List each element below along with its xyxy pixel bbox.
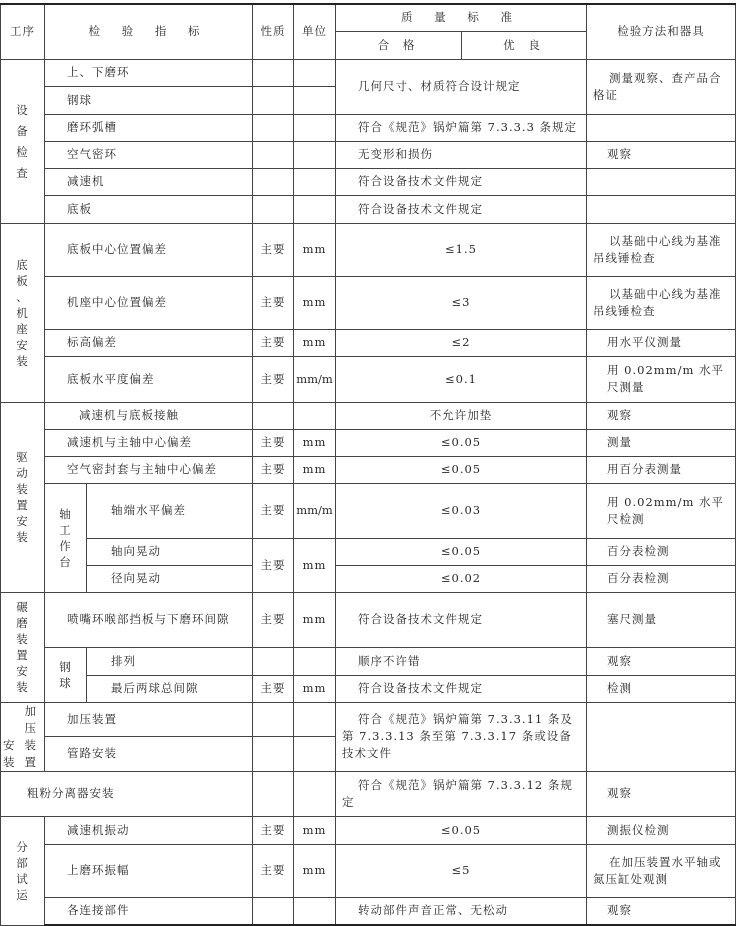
method-cell: 观察	[587, 647, 736, 675]
item-cell: 标高偏差	[45, 329, 253, 356]
standard-cell: ≤0.1	[336, 356, 587, 402]
header-method: 检验方法和器具	[587, 4, 736, 59]
item-cell: 管路安装	[45, 737, 253, 772]
method-cell: 用百分表测量	[587, 456, 736, 483]
pressure-label-right: 加压	[24, 703, 42, 735]
standard-cell: 符合《规范》锅炉篇第 7.3.3.12 条规定	[336, 771, 587, 816]
item-cell: 加压装置	[45, 702, 253, 737]
standard-cell: ≤0.05	[336, 816, 587, 844]
method-cell: 以基础中心线为基准吊线锤检查	[587, 223, 736, 276]
unit-cell: mm	[294, 592, 336, 647]
table-row	[1, 402, 736, 429]
table-row	[1, 429, 736, 456]
unit-cell: mm	[294, 816, 336, 844]
item-cell: 上磨环振幅	[45, 844, 253, 897]
table-row	[1, 456, 736, 483]
standard-cell: ≤5	[336, 844, 587, 897]
nature-cell: 主要	[253, 429, 294, 456]
standard-cell: ≤3	[336, 276, 587, 329]
group-steel-ball: 钢 球	[45, 647, 87, 702]
item-cell: 轴向晃动	[87, 538, 253, 565]
nature-cell: 主要	[253, 592, 294, 647]
method-cell: 在加压装置水平轴或氮压缸处观测	[587, 844, 736, 897]
item-cell: 减速机振动	[45, 816, 253, 844]
method-cell: 观察	[587, 141, 736, 168]
method-cell: 检测	[587, 675, 736, 702]
table-row	[1, 702, 736, 737]
nature-cell: 主要	[253, 538, 294, 592]
nature-cell: 主要	[253, 223, 294, 276]
nature-cell: 主要	[253, 329, 294, 356]
header-unit: 单位	[294, 4, 336, 59]
header-row	[1, 4, 736, 31]
method-cell: 测振仪检测	[587, 816, 736, 844]
unit-cell: mm	[294, 844, 336, 897]
item-cell: 最后两球总间隙	[87, 675, 253, 702]
table-row	[1, 483, 736, 538]
section-drive-install: 驱 动 装 置 安 装	[1, 402, 45, 592]
item-cell: 底板中心位置偏差	[45, 223, 253, 276]
method-cell: 百分表检测	[587, 565, 736, 592]
method-cell: 观察	[587, 771, 736, 816]
method-cell: 用 0.02mm/m 水平尺测量	[587, 356, 736, 402]
item-cell: 粗粉分离器安装	[1, 771, 253, 816]
table-row	[1, 771, 736, 816]
item-cell: 机座中心位置偏差	[45, 276, 253, 329]
table-row	[1, 592, 736, 647]
standard-cell: 符合设备技术文件规定	[336, 592, 587, 647]
header-nature: 性质	[253, 4, 294, 59]
unit-cell: mm	[294, 675, 336, 702]
section-grinding-install: 碾 磨 装 置 安 装	[1, 592, 45, 702]
item-cell: 喷嘴环喉部挡板与下磨环间隙	[45, 592, 253, 647]
section-pressure-install	[1, 702, 45, 771]
item-cell: 空气密环	[45, 141, 253, 168]
inspection-table	[0, 3, 736, 926]
standard-cell: 符合设备技术文件规定	[336, 675, 587, 702]
standard-cell: ≤0.05	[336, 538, 587, 565]
header-indicator: 检 验 指 标	[45, 4, 253, 59]
unit-cell: mm	[294, 538, 336, 592]
table-row	[1, 276, 736, 329]
unit-cell: mm	[294, 329, 336, 356]
table-row	[1, 168, 736, 195]
header-quality-standard: 质 量 标 准	[336, 4, 587, 31]
table-row	[1, 141, 736, 168]
section-trial-run: 分 部 试 运	[1, 816, 45, 925]
standard-cell: 符合《规范》锅炉篇第 7.3.3.3 条规定	[336, 114, 587, 141]
method-cell: 测量观察、查产品合格证	[587, 59, 736, 114]
method-cell: 塞尺测量	[587, 592, 736, 647]
item-cell: 各连接部件	[45, 897, 253, 925]
header-qualified: 合 格	[336, 31, 462, 59]
standard-cell: 不允许加垫	[336, 402, 587, 429]
unit-cell: mm	[294, 276, 336, 329]
method-cell: 观察	[587, 402, 736, 429]
table-row	[1, 816, 736, 844]
header-process: 工序	[1, 4, 45, 59]
section-equipment-check: 设 备 检 查	[1, 59, 45, 223]
table-row	[1, 897, 736, 925]
table-row	[1, 647, 736, 675]
table-row	[1, 223, 736, 276]
item-cell: 减速机与底板接触	[45, 402, 253, 429]
pressure-label-left: 安装	[3, 737, 21, 769]
standard-cell: 符合《规范》锅炉篇第 7.3.3.11 条及第 7.3.3.13 条至第 7.3.3.17 条或设备技术文件	[336, 702, 587, 771]
item-cell: 轴端水平偏差	[87, 483, 253, 538]
standard-cell: ≤0.02	[336, 565, 587, 592]
unit-cell: mm	[294, 456, 336, 483]
table-row	[1, 356, 736, 402]
unit-cell: mm	[294, 223, 336, 276]
item-cell: 减速机与主轴中心偏差	[45, 429, 253, 456]
standard-cell: 符合设备技术文件规定	[336, 168, 587, 195]
standard-cell: 顺序不许错	[336, 647, 587, 675]
section-base-install: 底 板 、 机 座 安 装	[1, 223, 45, 402]
nature-cell: 主要	[253, 816, 294, 844]
standard-cell: ≤0.05	[336, 456, 587, 483]
standard-cell: 几何尺寸、材质符合设计规定	[336, 59, 587, 114]
table-row	[1, 329, 736, 356]
method-cell: 测量	[587, 429, 736, 456]
nature-cell: 主要	[253, 276, 294, 329]
table-row	[1, 59, 736, 86]
standard-cell: ≤1.5	[336, 223, 587, 276]
standard-cell: 符合设备技术文件规定	[336, 195, 587, 223]
item-cell: 钢球	[45, 86, 253, 114]
method-cell: 用水平仪测量	[587, 329, 736, 356]
nature-cell: 主要	[253, 844, 294, 897]
nature-cell: 主要	[253, 483, 294, 538]
unit-cell: mm/m	[294, 483, 336, 538]
table-row	[1, 565, 736, 592]
header-excellent: 优 良	[462, 31, 587, 59]
item-cell: 减速机	[45, 168, 253, 195]
unit-cell: mm/m	[294, 356, 336, 402]
nature-cell: 主要	[253, 675, 294, 702]
method-cell: 百分表检测	[587, 538, 736, 565]
standard-cell: ≤0.03	[336, 483, 587, 538]
item-cell: 空气密封套与主轴中心偏差	[45, 456, 253, 483]
item-cell: 上、下磨环	[45, 59, 253, 86]
pressure-label-mid: 装置	[24, 737, 42, 769]
nature-cell: 主要	[253, 456, 294, 483]
item-cell: 径向晃动	[87, 565, 253, 592]
standard-cell: ≤0.05	[336, 429, 587, 456]
standard-cell: 转动部件声音正常、无松动	[336, 897, 587, 925]
standard-cell: ≤2	[336, 329, 587, 356]
standard-cell: 无变形和损伤	[336, 141, 587, 168]
item-cell: 磨环弧槽	[45, 114, 253, 141]
unit-cell: mm	[294, 429, 336, 456]
item-cell: 底板水平度偏差	[45, 356, 253, 402]
table-row	[1, 538, 736, 565]
method-cell: 以基础中心线为基准吊线锤检查	[587, 276, 736, 329]
method-cell: 用 0.02mm/m 水平尺检测	[587, 483, 736, 538]
item-cell: 底板	[45, 195, 253, 223]
table-row	[1, 114, 736, 141]
group-shaft-table: 轴 工 作 台	[45, 483, 87, 592]
method-cell: 观察	[587, 897, 736, 925]
item-cell: 排列	[87, 647, 253, 675]
table-row	[1, 195, 736, 223]
table-row	[1, 675, 736, 702]
nature-cell: 主要	[253, 356, 294, 402]
table-row	[1, 844, 736, 897]
